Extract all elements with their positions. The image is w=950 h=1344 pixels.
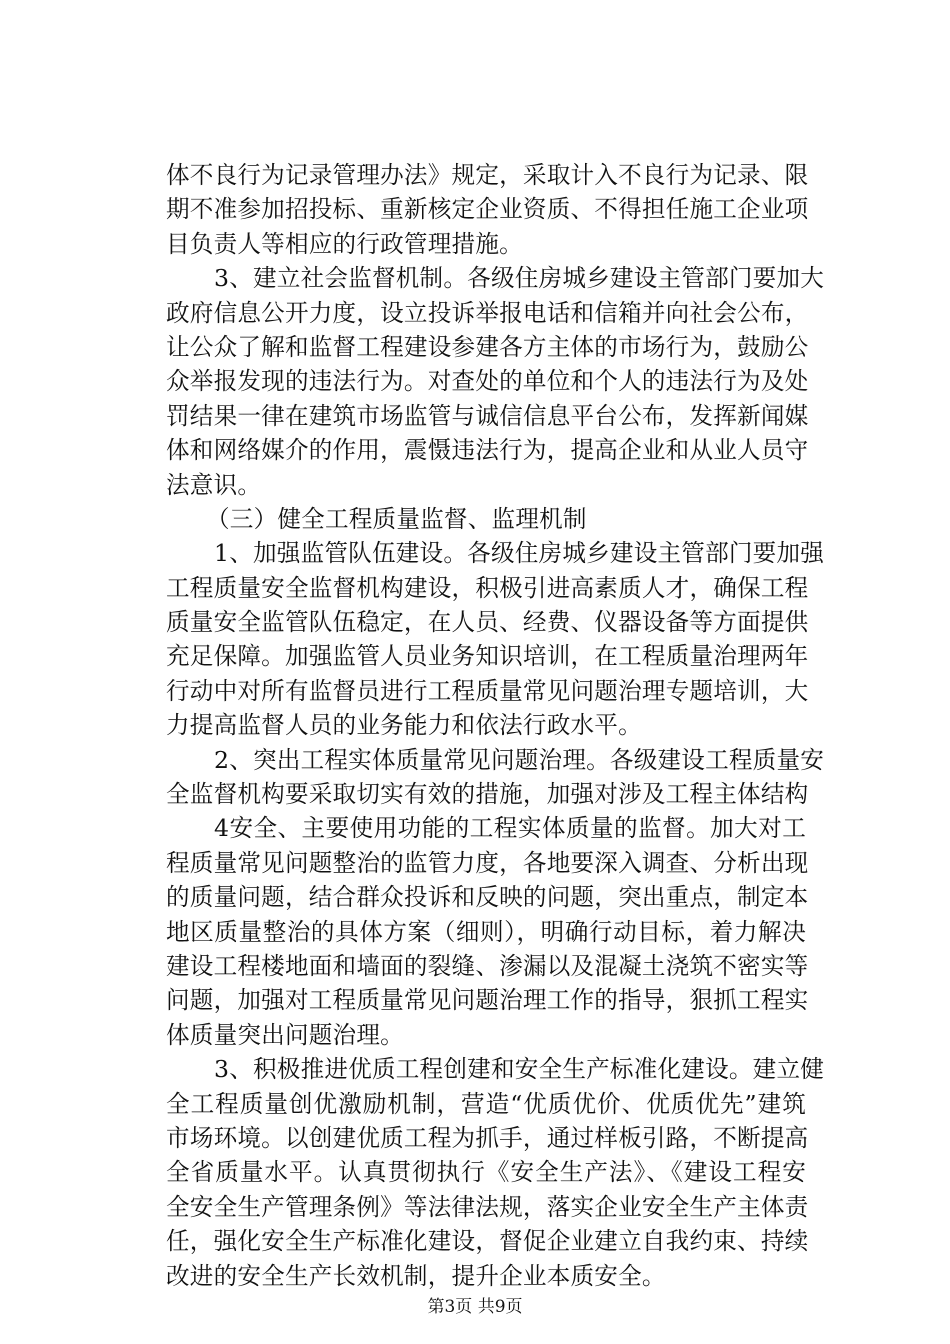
text-line: 目负责人等相应的行政管理措施。 [166,229,523,258]
text-line: 3、积极推进优质工程创建和安全生产标准化建设。建立健 [214,1055,825,1084]
text-line: 众举报发现的违法行为。对查处的单位和个人的违法行为及处 [166,367,809,396]
text-line: 改进的安全生产长效机制，提升企业本质安全。 [166,1261,666,1290]
text-line: 充足保障。加强监管人员业务知识培训，在工程质量治理两年 [166,642,809,671]
text-line: 全安全生产管理条例》等法律法规，落实企业安全生产主体责 [166,1192,809,1221]
text-line: 政府信息公开力度，设立投诉举报电话和信箱并向社会公布， [166,298,809,327]
text-line: 全省质量水平。认真贯彻执行《安全生产法》、《建设工程安 [166,1158,806,1187]
text-line: 4安全、主要使用功能的工程实体质量的监督。加大对工 [214,814,806,843]
text-line: 的质量问题，结合群众投诉和反映的问题，突出重点，制定本 [166,883,809,912]
text-line: 任，强化安全生产标准化建设，督促企业建立自我约束、持续 [166,1227,809,1256]
text-line: 1、加强监管队伍建设。各级住房城乡建设主管部门要加强 [214,539,825,568]
text-line: 期不准参加招投标、重新核定企业资质、不得担任施工企业项 [166,195,809,224]
text-line: 工程质量安全监督机构建设，积极引进高素质人才，确保工程 [166,573,809,602]
text-line: 程质量常见问题整治的监管力度，各地要深入调查、分析出现 [166,848,809,877]
text-line: 问题，加强对工程质量常见问题治理工作的指导，狠抓工程实 [166,986,809,1015]
text-line: 3、建立社会监督机制。各级住房城乡建设主管部门要加大 [214,264,825,293]
text-line: 力提高监督人员的业务能力和依法行政水平。 [166,711,642,740]
text-line: 行动中对所有监督员进行工程质量常见问题治理专题培训，大 [166,676,809,705]
text-line: 罚结果一律在建筑市场监管与诚信信息平台公布，发挥新闻媒 [166,401,809,430]
text-line: 体不良行为记录管理办法》规定，采取计入不良行为记录、限 [166,161,809,189]
text-line: 体和网络媒介的作用，震慑违法行为，提高企业和从业人员守 [166,436,809,465]
text-line: 质量安全监管队伍稳定，在人员、经费、仪器设备等方面提供 [166,608,809,637]
text-line: 建设工程楼地面和墙面的裂缝、渗漏以及混凝土浇筑不密实等 [166,951,809,980]
text-line: 市场环境。以创建优质工程为抓手，通过样板引路，不断提高 [166,1123,809,1152]
text-line: 地区质量整治的具体方案（细则），明确行动目标，着力解决 [166,917,806,946]
document-body [166,158,825,1293]
text-line: 全工程质量创优激励机制，营造“优质优价、优质优先”建筑 [166,1089,806,1118]
section-heading: （三）健全工程质量监督、监理机制 [206,504,587,533]
text-line: 体质量突出问题治理。 [166,1020,404,1049]
text-line: 让公众了解和监督工程建设参建各方主体的市场行为，鼓励公 [166,332,809,361]
text-line: 2、突出工程实体质量常见问题治理。各级建设工程质量安 [214,745,825,774]
page-number-footer: 第3页 共9页 [427,1297,523,1317]
text-line: 全监督机构要采取切实有效的措施，加强对涉及工程主体结构 [166,780,809,809]
text-line: 法意识。 [166,470,262,499]
